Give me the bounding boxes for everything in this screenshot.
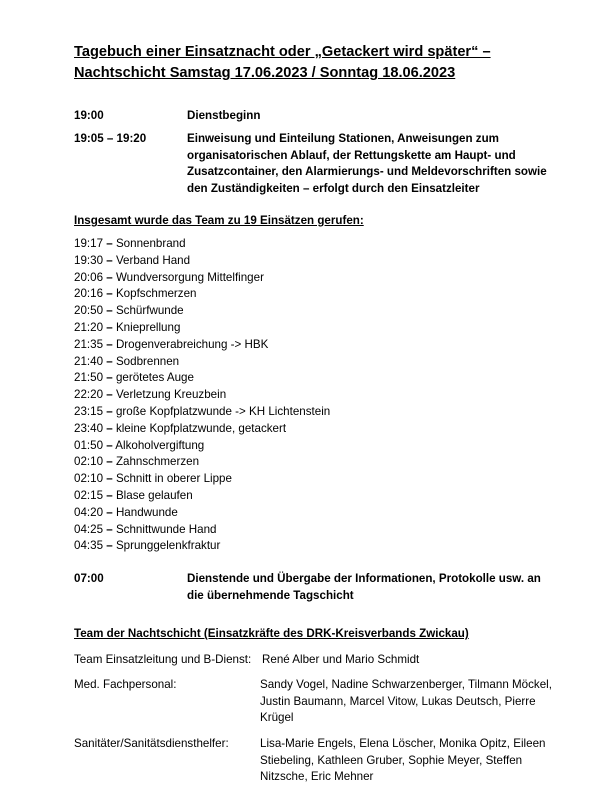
list-item: 21:50 – gerötetes Auge (74, 371, 194, 385)
document-title (74, 42, 534, 84)
team-names: Lisa-Marie Engels, Elena Löscher, Monika Opitz, Eileen Stiebeling, Kathleen Gruber, Sophie Meyer, Steffen Nitzsche, Eric Mehner (260, 737, 546, 783)
team-role: Med. Fachpersonal: (74, 678, 177, 691)
schedule-time: 07:00 (74, 572, 104, 585)
team-names: René Alber und Mario Schmidt (262, 653, 420, 666)
list-item: 23:15 – große Kopfplatzwunde -> KH Lichtenstein (74, 404, 331, 418)
team-role: Team Einsatzleitung und B-Dienst: (74, 653, 252, 666)
list-item: 02:10 – Zahnschmerzen (74, 455, 200, 469)
schedule-time: 19:05 – 19:20 (74, 132, 147, 145)
title-line-1: Tagebuch einer Einsatznacht oder „Getackert wird später“ – (74, 44, 491, 60)
team-role: Sanitäter/Sanitätsdiensthelfer: (74, 737, 229, 750)
list-item: 20:06 – Wundversorgung Mittelfinger (74, 270, 264, 284)
title-line-2: Nachtschicht Samstag 17.06.2023 / Sonntag 18.06.2023 (74, 65, 456, 81)
list-item: 02:15 – Blase gelaufen (74, 488, 193, 502)
list-item: 21:35 – Drogenverabreichung -> HBK (74, 337, 269, 351)
schedule-text: Einweisung und Einteilung Stationen, Anweisungen zum organisatorischen Ablauf, der Rettungskette am Haupt- und Zusatzcontainer, den Alarmierungs- und Meldevorschriften sowie den Zuständigkeiten – erfolgt durch den Einsatzleiter (187, 132, 547, 195)
list-item: 01:50 – Alkoholvergiftung (74, 438, 205, 452)
list-item: 19:30 – Verband Hand (74, 253, 191, 267)
list-item: 22:20 – Verletzung Kreuzbein (74, 388, 227, 402)
list-item: 20:50 – Schürfwunde (74, 304, 184, 318)
list-item: 04:25 – Schnittwunde Hand (74, 522, 217, 536)
schedule-text: Dienstbeginn (187, 109, 261, 122)
list-item: 04:20 – Handwunde (74, 505, 178, 519)
team-names: Sandy Vogel, Nadine Schwarzenberger, Tilmann Möckel, Justin Baumann, Marcel Vitow, Lukas Deutsch, Pierre Krügel (260, 678, 552, 724)
list-item: 20:16 – Kopfschmerzen (74, 287, 197, 301)
schedule-time: 19:00 (74, 109, 104, 122)
incidents-heading: Insgesamt wurde das Team zu 19 Einsätzen gerufen: (74, 214, 364, 227)
list-item: 04:35 – Sprunggelenkfraktur (74, 539, 221, 553)
schedule-text: Dienstende und Übergabe der Informationen, Protokolle usw. an die übernehmende Tagschicht (187, 572, 541, 602)
list-item: 02:10 – Schnitt in oberer Lippe (74, 472, 232, 486)
list-item: 23:40 – kleine Kopfplatzwunde, getackert (74, 421, 287, 435)
team-heading: Team der Nachtschicht (Einsatzkräfte des DRK-Kreisverbands Zwickau) (74, 627, 469, 640)
list-item: 19:17 – Sonnenbrand (74, 237, 186, 250)
incident-list (74, 236, 330, 555)
list-item: 21:20 – Knieprellung (74, 320, 181, 334)
list-item: 21:40 – Sodbrennen (74, 354, 180, 368)
